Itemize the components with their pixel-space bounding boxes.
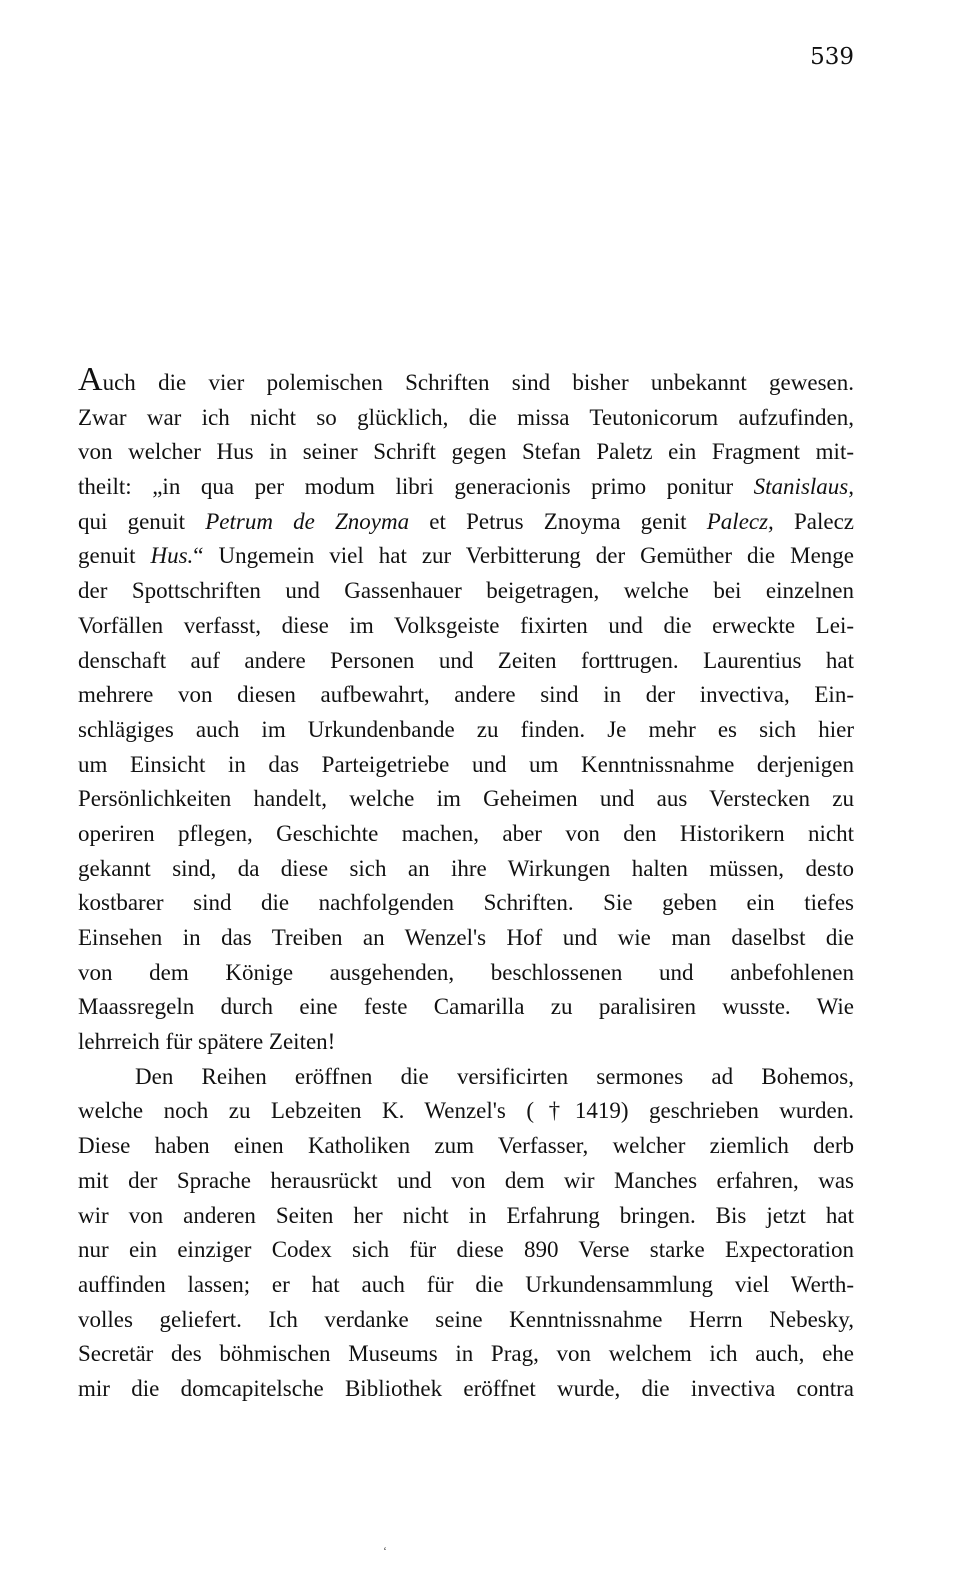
text-run: qui genuit: [78, 508, 206, 534]
text-line: [78, 1025, 854, 1060]
text-run: mir die domcapitelsche Bibliothek eröffnet wurde, die invectiva contra: [78, 1375, 854, 1401]
text-run: kostbarer sind die nachfolgenden Schriften. Sie geben ein tiefes: [78, 890, 854, 916]
text-run: theilt: „in qua per modum libri generacionis primo ponitur: [78, 474, 754, 500]
text-line: [78, 1372, 854, 1407]
text-run: Persönlichkeiten handelt, welche im Geheimen und aus Verstecken zu: [78, 786, 854, 812]
text-run: genuit: [78, 543, 151, 569]
text-line: [78, 1129, 854, 1164]
text-run: wir von anderen Seiten her nicht in Erfahrung bringen. Bis jetzt hat: [78, 1202, 854, 1228]
text-line: [78, 401, 854, 436]
text-run: welche noch zu Lebzeiten K. Wenzel's (†1419) geschrieben wurden.: [78, 1098, 854, 1124]
italic-name: Petrum de Znoyma: [205, 508, 410, 534]
text-run: von dem Könige ausgehenden, beschlossenen und anbefohlenen: [78, 959, 854, 985]
text-run: uch die vier polemischen Schriften sind bisher unbekannt gewesen.: [102, 370, 854, 395]
text-line: [78, 782, 854, 817]
text-run: Vorfällen verfasst, diese im Volksgeiste fixirten und die erweckte Lei-: [78, 612, 854, 638]
body-text: [78, 361, 855, 1407]
text-line: [78, 609, 854, 644]
initial-letter: A: [78, 361, 103, 398]
text-line: [78, 644, 854, 679]
text-run: nur ein einziger Codex sich für diese 890 Verse starke Expectoration: [78, 1237, 854, 1263]
text-line: [78, 852, 854, 887]
text-run: mehrere von diesen aufbewahrt, andere sind in der invectiva, Ein-: [78, 682, 854, 708]
text-run: et Petrus Znoyma genit: [409, 508, 707, 534]
text-run: Den Reihen eröffnen die versificirten sermones ad Bohemos,: [135, 1063, 854, 1089]
text-run: Zwar war ich nicht so glücklich, die missa Teutonicorum aufzufinden,: [78, 404, 854, 430]
text-run: lehrreich für spätere Zeiten!: [78, 1029, 336, 1055]
italic-name: Hus.: [150, 543, 194, 569]
text-line: [78, 748, 854, 783]
text-run: Palecz: [773, 508, 855, 534]
text-run: Diese haben einen Katholiken zum Verfasser, welcher ziemlich derb: [78, 1133, 854, 1159]
text-run: gekannt sind, da diese sich an ihre Wirkungen halten müssen, desto: [78, 855, 854, 881]
text-line: [78, 956, 854, 991]
text-run: Einsehen in das Treiben an Wenzel's Hof und wie man daselbst die: [78, 925, 854, 950]
italic-name: Stanislaus,: [753, 474, 854, 500]
text-line: [78, 817, 854, 852]
text-run: Maassregeln durch eine feste Camarilla zu paralisiren wusste. Wie: [78, 994, 854, 1020]
text-run: denschaft auf andere Personen und Zeiten forttrugen. Laurentius hat: [78, 647, 854, 673]
text-line: [78, 1199, 854, 1234]
text-line: [78, 505, 854, 540]
text-run: schlägiges auch im Urkundenbande zu finden. Je mehr es sich hier: [78, 716, 854, 742]
text-run: auffinden lassen; er hat auch für die Urkundensammlung viel Werth-: [78, 1271, 854, 1297]
text-run: der Spottschriften und Gassenhauer beigetragen, welche bei einzelnen: [78, 578, 854, 604]
text-line: [78, 1268, 854, 1303]
stray-mark: ‘: [383, 1544, 387, 1558]
text-line: [78, 1094, 854, 1129]
text-line: [78, 361, 854, 401]
text-line: [78, 713, 854, 748]
text-run: “ Ungemein viel hat zur Verbitterung der Gemüther die Menge: [193, 543, 854, 569]
text-line: [78, 1233, 854, 1268]
text-run: von welcher Hus in seiner Schrift gegen Stefan Paletz ein Fragment mit-: [78, 439, 854, 465]
text-run: um Einsicht in das Parteigetriebe und um Kenntnissnahme derjenigen: [78, 751, 854, 777]
text-line: [78, 1164, 854, 1199]
italic-name: Palecz,: [706, 508, 774, 534]
text-line: [78, 921, 854, 956]
text-run: operiren pflegen, Geschichte machen, aber von den Historikern nicht: [78, 820, 854, 846]
text-line: [78, 574, 854, 609]
text-line: [78, 435, 854, 470]
text-line: [78, 1303, 854, 1338]
page-number: 539: [810, 44, 854, 70]
text-run: Secretär des böhmischen Museums in Prag, von welchem ich auch, ehe: [78, 1341, 854, 1367]
text-line: [78, 886, 854, 921]
text-line: [78, 470, 854, 505]
text-line: [78, 990, 854, 1025]
text-line: [78, 678, 854, 713]
text-line: [78, 1060, 854, 1095]
text-line: [78, 1337, 854, 1372]
text-line: [78, 539, 854, 574]
text-run: mit der Sprache herausrückt und von dem wir Manches erfahren, was: [78, 1167, 854, 1193]
text-run: volles geliefert. Ich verdanke seine Kenntnissnahme Herrn Nebesky,: [78, 1306, 854, 1332]
